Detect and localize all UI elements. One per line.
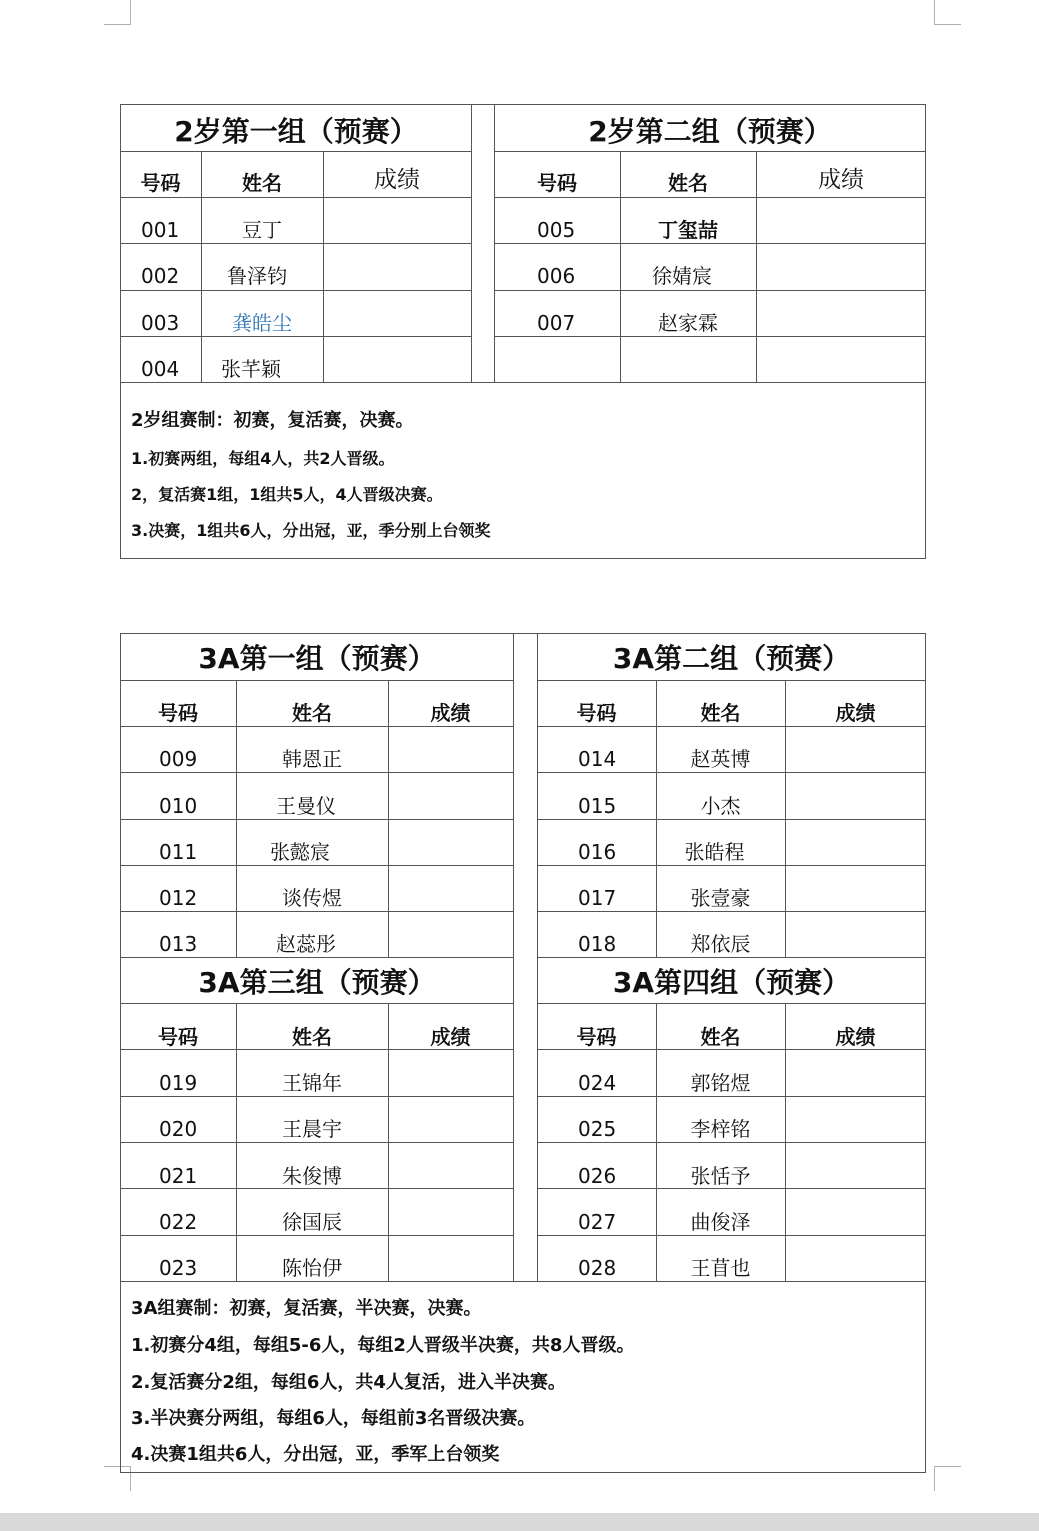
divider: [120, 680, 514, 681]
divider: [120, 197, 472, 198]
column-header-number: 号码: [537, 171, 577, 195]
page-corner-mark: [934, 1466, 961, 1491]
page-corner-mark: [104, 0, 131, 25]
entry-name: 张芊颖: [221, 357, 281, 381]
entry-number: 002: [141, 264, 180, 288]
entry-number: 019: [159, 1071, 198, 1095]
entry-number: 015: [578, 794, 617, 818]
divider: [120, 957, 514, 958]
entry-number: 027: [578, 1210, 617, 1234]
divider: [494, 151, 926, 152]
entry-number: 020: [159, 1117, 198, 1141]
divider: [120, 151, 472, 152]
divider: [537, 819, 926, 820]
divider: [120, 243, 472, 244]
entry-name: 王苜也: [690, 1256, 751, 1280]
rules-line: 1.初赛分4组，每组5-6人，每组2人晋级半决赛，共8人晋级。: [131, 1335, 635, 1356]
divider: [120, 1096, 514, 1097]
divider: [537, 772, 926, 773]
group-title: 2岁第二组（预赛）: [588, 115, 832, 148]
column-header-name: 姓名: [700, 1025, 741, 1049]
entry-name: 郑依辰: [690, 932, 751, 956]
divider: [494, 197, 926, 198]
rules-heading: 2岁组赛制：初赛，复活赛，决赛。: [131, 410, 414, 431]
divider: [120, 1142, 514, 1143]
column-header-score: 成绩: [835, 701, 876, 725]
entry-name: 陈怡伊: [282, 1256, 342, 1280]
divider: [120, 772, 514, 773]
divider: [120, 726, 514, 727]
rules-line: 1.初赛两组，每组4人，共2人晋级。: [131, 449, 395, 468]
divider: [537, 726, 926, 727]
divider: [537, 680, 926, 681]
entry-number: 023: [159, 1256, 198, 1280]
entry-number: 011: [159, 840, 198, 864]
entry-name: 丁玺喆: [658, 218, 718, 242]
rules-line: 2，复活赛1组，1组共5人，4人晋级决赛。: [131, 485, 443, 504]
divider: [494, 290, 926, 291]
divider: [537, 1235, 926, 1236]
group-title: 3A第三组（预赛）: [198, 966, 436, 999]
entry-number: 012: [159, 886, 198, 910]
column-header-number: 号码: [576, 701, 617, 725]
divider: [494, 243, 926, 244]
column-header-score: 成绩: [430, 701, 471, 725]
entry-name: 徐婧宸: [652, 264, 712, 288]
entry-name: 王晨宇: [282, 1117, 342, 1141]
divider: [120, 1003, 514, 1004]
divider: [537, 1049, 926, 1050]
divider: [537, 1188, 926, 1189]
page-corner-mark: [934, 0, 961, 25]
column-header-number: 号码: [158, 701, 198, 725]
divider: [537, 1142, 926, 1143]
divider: [537, 1096, 926, 1097]
entry-number: 006: [537, 264, 576, 288]
entry-name: 朱俊博: [282, 1164, 342, 1188]
entry-number: 009: [159, 747, 198, 771]
entry-name: 张壹豪: [690, 886, 751, 910]
entry-name: 张皓程: [684, 840, 745, 864]
entry-name: 鲁泽钧: [227, 264, 287, 288]
column-header-name: 姓名: [292, 1025, 332, 1049]
page-bottom-bar: [0, 1513, 1039, 1531]
divider: [120, 336, 472, 337]
entry-number: 007: [537, 311, 576, 335]
entry-number: 028: [578, 1256, 617, 1280]
column-header-name: 姓名: [292, 701, 332, 725]
rules-heading: 3A组赛制：初赛，复活赛，半决赛，决赛。: [131, 1298, 482, 1319]
entry-number: 021: [159, 1164, 198, 1188]
entry-name: 徐国辰: [282, 1210, 342, 1234]
divider: [120, 865, 514, 866]
entry-name: 豆丁: [242, 218, 282, 242]
column-header-score: 成绩: [430, 1025, 471, 1049]
divider: [537, 911, 926, 912]
rules-line: 3.半决赛分两组，每组6人，每组前3名晋级决赛。: [131, 1408, 536, 1429]
entry-name: 张恬予: [690, 1164, 751, 1188]
entry-name: 曲俊泽: [690, 1210, 751, 1234]
entry-number: 016: [578, 840, 617, 864]
column-header-name: 姓名: [700, 701, 741, 725]
column-header-name: 姓名: [242, 171, 282, 195]
entry-name: 赵蕊彤: [276, 932, 336, 956]
group-title: 3A第四组（预赛）: [612, 966, 851, 999]
entry-number: 013: [159, 932, 198, 956]
divider: [120, 290, 472, 291]
divider: [120, 1188, 514, 1189]
entry-number: 017: [578, 886, 617, 910]
entry-number: 024: [578, 1071, 617, 1095]
entry-number: 005: [537, 218, 576, 242]
divider: [537, 1003, 926, 1004]
entry-number: 001: [141, 218, 180, 242]
entry-name: 赵家霖: [658, 311, 718, 335]
entry-name: 谈传煜: [282, 886, 342, 910]
entry-name: 韩恩正: [282, 747, 342, 771]
entry-number: 014: [578, 747, 617, 771]
entry-number: 004: [141, 357, 180, 381]
divider: [537, 865, 926, 866]
column-header-number: 号码: [576, 1025, 617, 1049]
entry-number: 026: [578, 1164, 617, 1188]
entry-number: 003: [141, 311, 180, 335]
entry-name: 张懿宸: [270, 840, 330, 864]
column-header-score: 成绩: [374, 167, 420, 193]
column-header-score: 成绩: [835, 1025, 876, 1049]
column-header-score: 成绩: [818, 167, 864, 193]
entry-number: 010: [159, 794, 198, 818]
entry-name: 龚皓尘: [232, 311, 292, 335]
entry-name: 郭铭煜: [690, 1071, 751, 1095]
divider: [120, 1049, 514, 1050]
entry-number: 022: [159, 1210, 198, 1234]
divider: [120, 1235, 514, 1236]
entry-name: 小杰: [700, 794, 741, 818]
column-header-name: 姓名: [668, 171, 708, 195]
entry-number: 018: [578, 932, 617, 956]
entry-name: 李梓铭: [690, 1117, 751, 1141]
column-header-number: 号码: [140, 171, 181, 195]
entry-name: 王锦年: [282, 1071, 342, 1095]
entry-number: 025: [578, 1117, 617, 1141]
group-title: 3A第一组（预赛）: [198, 642, 436, 675]
divider: [120, 819, 514, 820]
divider: [120, 911, 514, 912]
divider: [494, 336, 926, 337]
group-title: 2岁第一组（预赛）: [174, 115, 418, 148]
divider: [120, 1281, 926, 1282]
divider: [537, 957, 926, 958]
entry-name: 赵英博: [690, 747, 751, 771]
divider: [120, 382, 926, 383]
column-header-number: 号码: [158, 1025, 198, 1049]
rules-line: 2.复活赛分2组，每组6人，共4人复活，进入半决赛。: [131, 1372, 566, 1393]
entry-name: 王曼仪: [276, 794, 336, 818]
group-title: 3A第二组（预赛）: [612, 642, 851, 675]
rules-line: 3.决赛，1组共6人，分出冠，亚，季分别上台领奖: [131, 521, 491, 540]
rules-line: 4.决赛1组共6人，分出冠，亚，季军上台领奖: [131, 1444, 500, 1465]
